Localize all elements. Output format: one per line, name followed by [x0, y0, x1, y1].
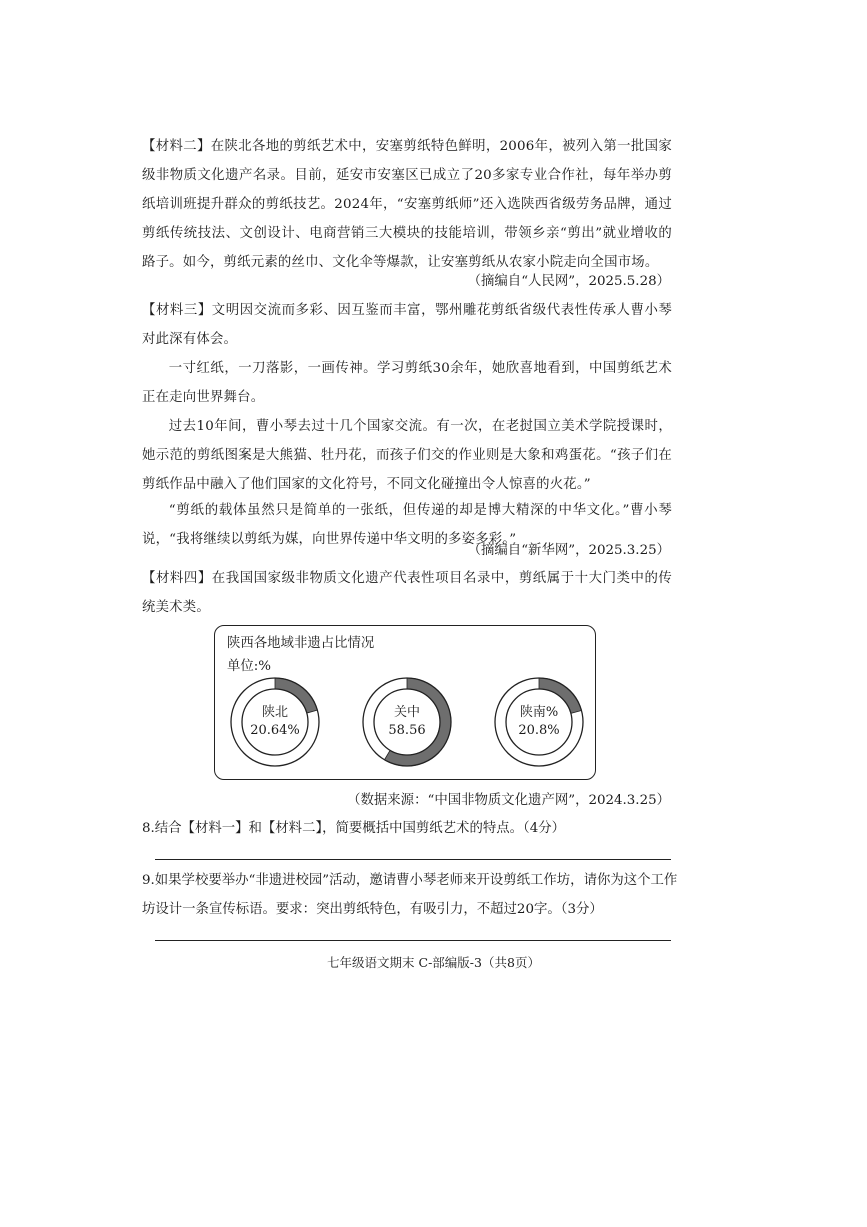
material-2-source: （摘编自“人民网”，2025.5.28）	[467, 274, 670, 289]
material-3-intro: 【材料三】文明因交流而多彩、因互鉴而丰富，鄂州雕花剪纸省级代表性传承人曹小琴对此深有体会。	[142, 303, 672, 347]
answer-line-q8	[155, 859, 671, 860]
material-3-paragraph-3: “剪纸的载体虽然只是简单的一张纸，但传递的却是博大精深的中华文化。”曹小琴说，“我将继续以剪纸为媒，向世界传递中华文明的多姿多彩。”	[142, 503, 672, 547]
donut-shaannan	[493, 676, 585, 768]
donut-shaannan-name: 陕南%	[519, 705, 559, 720]
material-2-text: 【材料二】在陕北各地的剪纸艺术中，安塞剪纸特色鲜明，2006年，被列入第一批国家级非物质文化遗产名录。目前，延安市安塞区已成立了20多家专业合作社，每年举办剪纸培训班提升群众的剪纸技艺。2024年，“安塞剪纸师”还入选陕西省级劳务品牌，通过剪纸传统技法、文创设计、电商营销三大模块的技能培训，带领乡亲“剪出”就业增收的路子。如今，剪纸元素的丝巾、文化伞等爆款，让安塞剪纸从农家小院走向全国市场。	[142, 139, 672, 270]
chart-title: 陕西各地域非遗占比情况	[227, 636, 375, 651]
question-8: 8.结合【材料一】和【材料二】，简要概括中国剪纸艺术的特点。（4分）	[142, 821, 566, 836]
heritage-share-chart	[214, 625, 596, 780]
donut-guanzhong-name: 关中	[393, 705, 420, 720]
material-4-text: 【材料四】在我国国家级非物质文化遗产代表性项目名录中，剪纸属于十大门类中的传统美术类。	[142, 571, 672, 615]
chart-unit: 单位:%	[227, 659, 272, 674]
donut-shaannan-value: 20.8%	[518, 723, 560, 738]
material-3-source: （摘编自“新华网”，2025.3.25）	[467, 543, 670, 558]
donut-guanzhong	[361, 676, 453, 768]
donut-shaanbei-value: 20.64%	[250, 723, 300, 738]
material-3-paragraph-1: 一寸红纸，一刀落影，一画传神。学习剪纸30余年，她欣喜地看到，中国剪纸艺术正在走向世界舞台。	[142, 361, 672, 405]
donut-shaanbei-name: 陕北	[261, 705, 288, 720]
page-footer: 七年级语文期末 C-部编版-3（共8页）	[327, 955, 540, 970]
question-9: 9.如果学校要举办“非遗进校园”活动，邀请曹小琴老师来开设剪纸工作坊，请你为这个工作坊设计一条宣传标语。要求：突出剪纸特色，有吸引力，不超过20字。（3分）	[142, 873, 678, 917]
donut-shaanbei	[229, 676, 321, 768]
chart-source: （数据来源：“中国非物质文化遗产网”，2024.3.25）	[347, 793, 670, 808]
donut-guanzhong-value: 58.56	[388, 723, 426, 738]
answer-line-q9	[155, 940, 671, 941]
material-3-paragraph-2: 过去10年间，曹小琴去过十几个国家交流。有一次，在老挝国立美术学院授课时，她示范的剪纸图案是大熊猫、牡丹花，而孩子们交的作业则是大象和鸡蛋花。“孩子们在剪纸作品中融入了他们国家的文化符号，不同文化碰撞出令人惊喜的火花。”	[142, 419, 672, 492]
